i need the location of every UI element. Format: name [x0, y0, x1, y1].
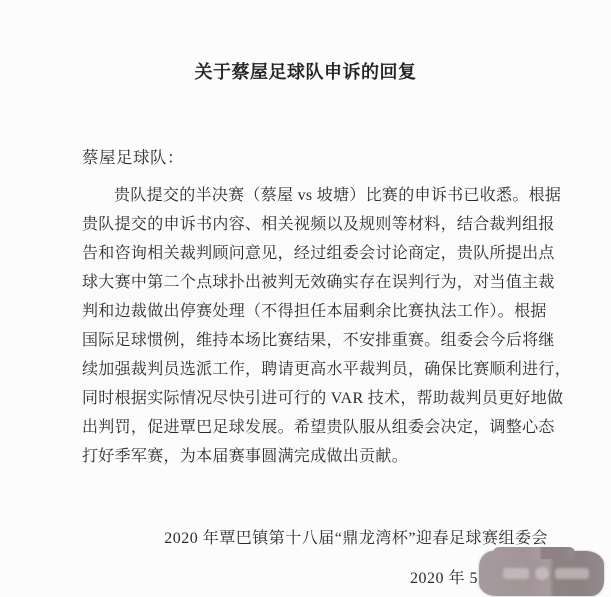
letter-title: 关于蔡屋足球队申诉的回复 [194, 62, 417, 82]
letter-body-line: 球大赛中第二个点球扑出被判无效确实存在误判行为，对当值主裁 [82, 274, 555, 291]
letter-date [410, 565, 478, 588]
letter-body-line: 贵队提交的申诉书内容、相关视频以及规则等材料，结合裁判组报 [82, 216, 555, 233]
letter-body [82, 181, 572, 471]
watermark-glyph-smudge [503, 568, 529, 579]
letter-signature: 2020 年覃巴镇第十八届“鼎龙湾杯”迎春足球赛组委会 [164, 530, 548, 547]
letter-body-line: 续加强裁判员选派工作，聘请更高水平裁判员，确保比赛顺利进行， [82, 361, 572, 378]
letter-body-line: 国际足球惯例，维持本场比赛结果，不安排重赛。组委会今后将继 [82, 332, 555, 349]
letter-body-line: 判和边裁做出停赛处理（不得担任本届剩余比赛执法工作）。根据 [82, 303, 547, 320]
letter-date-text: 2020 年 5 [410, 570, 479, 587]
watermark-smudge [479, 551, 604, 596]
letter-body-line: 打好季军赛，为本届赛事圆满完成做出贡献。 [82, 448, 409, 465]
watermark-glyph-smudge [555, 568, 589, 579]
letter-body-line: 告和咨询相关裁判顾问意见，经过组委会讨论商定，贵队所提出点 [82, 245, 555, 262]
letter-body-line: 出判罚，促进覃巴足球发展。希望贵队服从组委会决定，调整心态 [82, 419, 555, 436]
letter-body-line: 同时根据实际情况尽快引进可行的 VAR 技术，帮助裁判员更好地做 [82, 390, 564, 407]
letter-salutation: 蔡屋足球队： [82, 148, 184, 167]
watermark-at-glyph-smudge [535, 567, 549, 580]
letter-body-line: 贵队提交的半决赛（蔡屋 vs 坡塘）比赛的申诉书已收悉。根据 [114, 187, 562, 204]
